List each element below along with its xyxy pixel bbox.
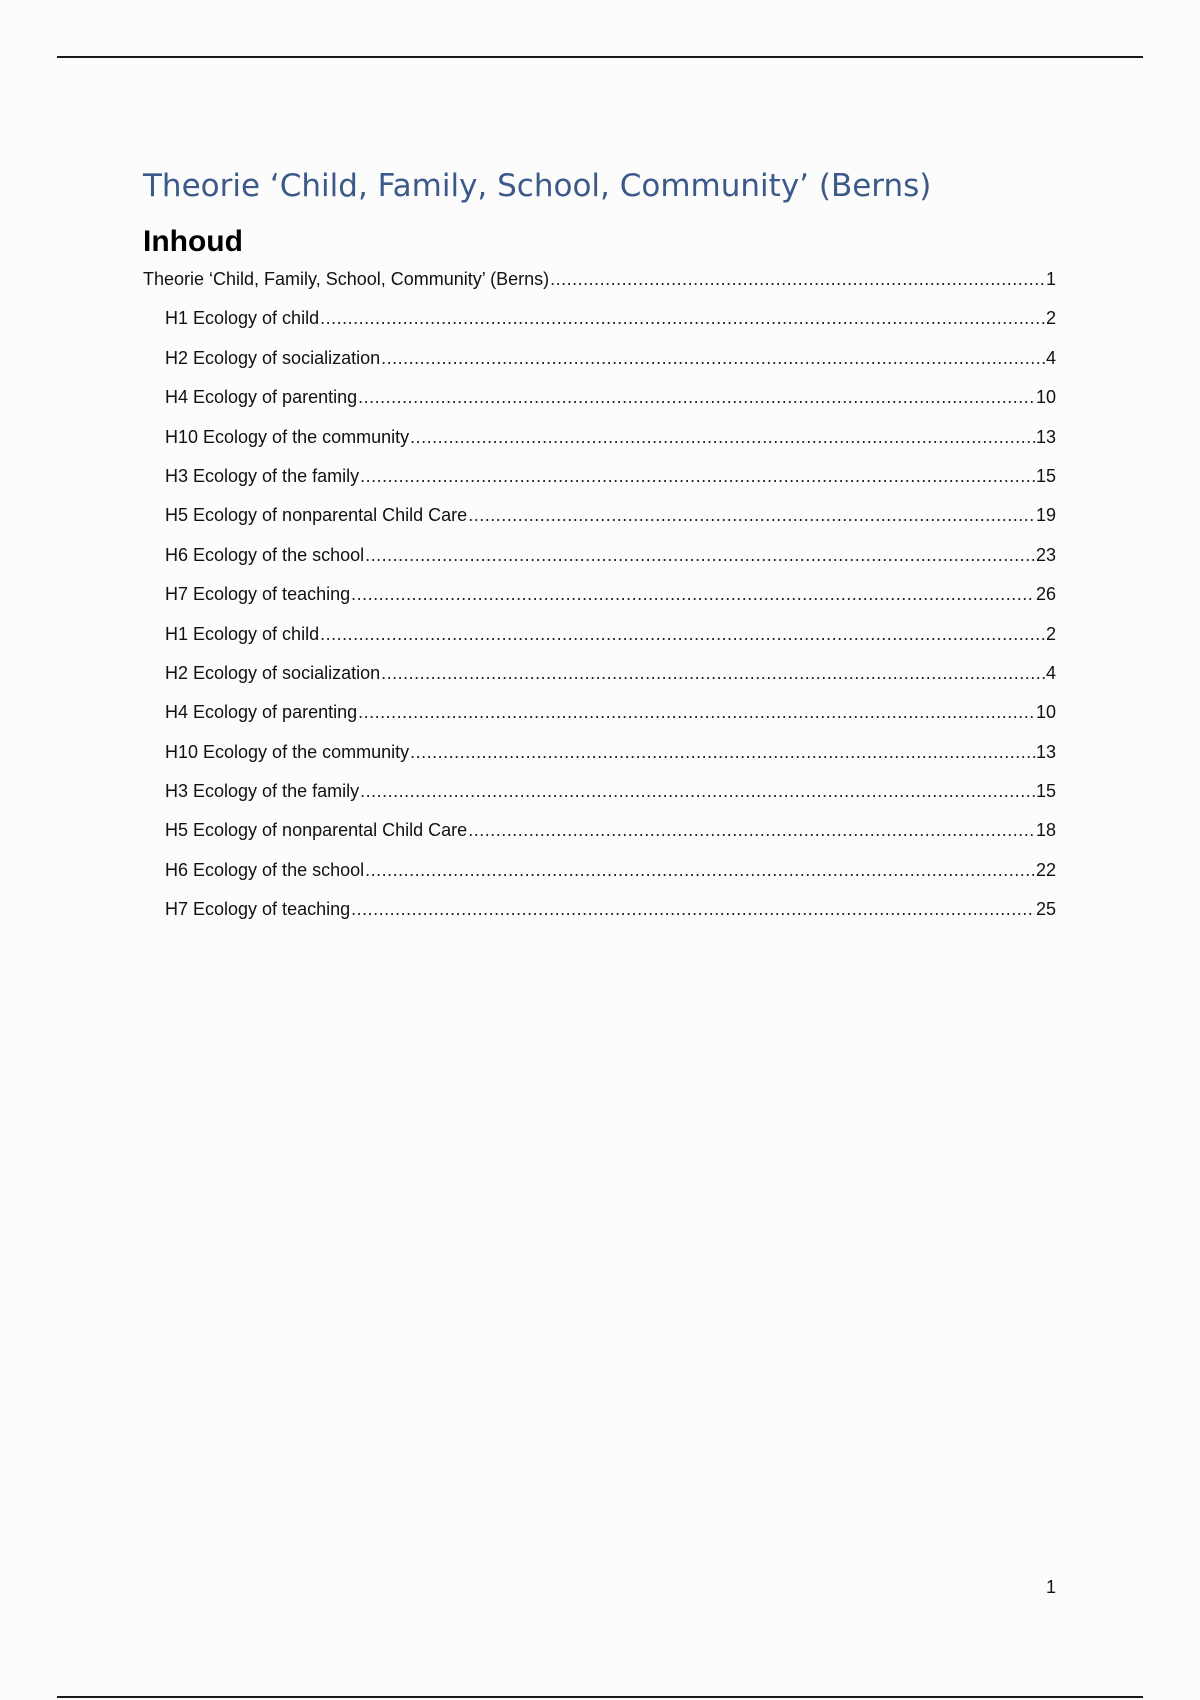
toc-entry[interactable]: [143, 702, 1056, 741]
toc-entry-page: 4: [1045, 347, 1056, 368]
document-page: [143, 160, 1056, 939]
toc-entry-label: H4 Ecology of parenting: [165, 387, 358, 408]
toc-dot-leader: [381, 348, 1045, 369]
toc-entry-page: 13: [1035, 741, 1056, 762]
toc-entry-label: H5 Ecology of nonparental Child Care: [165, 505, 468, 526]
page-number: 1: [1045, 1577, 1056, 1597]
toc-dot-leader: [550, 269, 1045, 290]
toc-entry-label: H7 Ecology of teaching: [165, 899, 351, 920]
toc-entry-label: H1 Ecology of child: [165, 308, 320, 329]
toc-entry[interactable]: [143, 663, 1056, 702]
toc-entry-label: H3 Ecology of the family: [165, 465, 360, 486]
toc-entry[interactable]: [143, 308, 1056, 347]
toc-entry-label: H6 Ecology of the school: [165, 859, 365, 880]
toc-entry[interactable]: [143, 427, 1056, 466]
toc-dot-leader: [351, 584, 1035, 605]
toc-dot-leader: [365, 860, 1035, 881]
toc-entry-page: 15: [1035, 781, 1056, 802]
document-title: Theorie ‘Child, Family, School, Community’ (Berns): [143, 168, 932, 204]
toc-dot-leader: [358, 387, 1035, 408]
toc-entry-label: H2 Ecology of socialization: [165, 662, 381, 683]
toc-dot-leader: [320, 308, 1045, 329]
toc-entry[interactable]: [143, 899, 1056, 938]
toc-dot-leader: [358, 702, 1035, 723]
toc-dot-leader: [351, 899, 1035, 920]
toc-entry-page: 26: [1035, 584, 1056, 605]
toc-entry-page: 19: [1035, 505, 1056, 526]
toc-dot-leader: [360, 781, 1035, 802]
toc-entry[interactable]: [143, 387, 1056, 426]
toc-entry-page: 18: [1035, 820, 1056, 841]
toc-dot-leader: [381, 663, 1045, 684]
toc-dot-leader: [320, 624, 1045, 645]
toc-entry-label: H6 Ecology of the school: [165, 544, 365, 565]
toc-entry[interactable]: [143, 348, 1056, 387]
toc-entry[interactable]: [143, 466, 1056, 505]
toc-heading: Inhoud: [143, 225, 243, 258]
toc-dot-leader: [468, 820, 1035, 841]
toc-entry[interactable]: [143, 545, 1056, 584]
toc-entry-page: 4: [1045, 662, 1056, 683]
toc-entry[interactable]: [143, 269, 1056, 308]
toc-entry-label: H10 Ecology of the community: [165, 426, 410, 447]
table-of-contents: [143, 269, 1056, 939]
toc-entry-page: 25: [1035, 899, 1056, 920]
toc-entry-label: H1 Ecology of child: [165, 623, 320, 644]
toc-entry[interactable]: [143, 781, 1056, 820]
toc-entry-page: 22: [1035, 859, 1056, 880]
toc-entry[interactable]: [143, 820, 1056, 859]
toc-entry[interactable]: [143, 742, 1056, 781]
toc-entry-label: H4 Ecology of parenting: [165, 702, 358, 723]
toc-entry-page: 1: [1045, 269, 1056, 289]
toc-dot-leader: [360, 466, 1035, 487]
toc-entry-page: 10: [1035, 387, 1056, 408]
footer-rule: [57, 1696, 1143, 1698]
toc-entry[interactable]: [143, 860, 1056, 899]
toc-entry[interactable]: [143, 624, 1056, 663]
toc-entry[interactable]: [143, 584, 1056, 623]
toc-entry-label: Theorie ‘Child, Family, School, Community’ (Berns): [143, 269, 550, 289]
toc-dot-leader: [410, 742, 1035, 763]
toc-entry-page: 23: [1035, 544, 1056, 565]
toc-entry-page: 15: [1035, 465, 1056, 486]
toc-entry-label: H2 Ecology of socialization: [165, 347, 381, 368]
toc-entry-page: 2: [1045, 623, 1056, 644]
toc-entry-label: H5 Ecology of nonparental Child Care: [165, 820, 468, 841]
toc-entry-label: H7 Ecology of teaching: [165, 584, 351, 605]
toc-dot-leader: [410, 427, 1035, 448]
toc-entry-label: H3 Ecology of the family: [165, 781, 360, 802]
toc-dot-leader: [365, 545, 1035, 566]
toc-entry-page: 2: [1045, 308, 1056, 329]
toc-entry[interactable]: [143, 505, 1056, 544]
toc-dot-leader: [468, 505, 1035, 526]
header-rule: [57, 56, 1143, 58]
toc-entry-label: H10 Ecology of the community: [165, 741, 410, 762]
toc-entry-page: 10: [1035, 702, 1056, 723]
toc-entry-page: 13: [1035, 426, 1056, 447]
